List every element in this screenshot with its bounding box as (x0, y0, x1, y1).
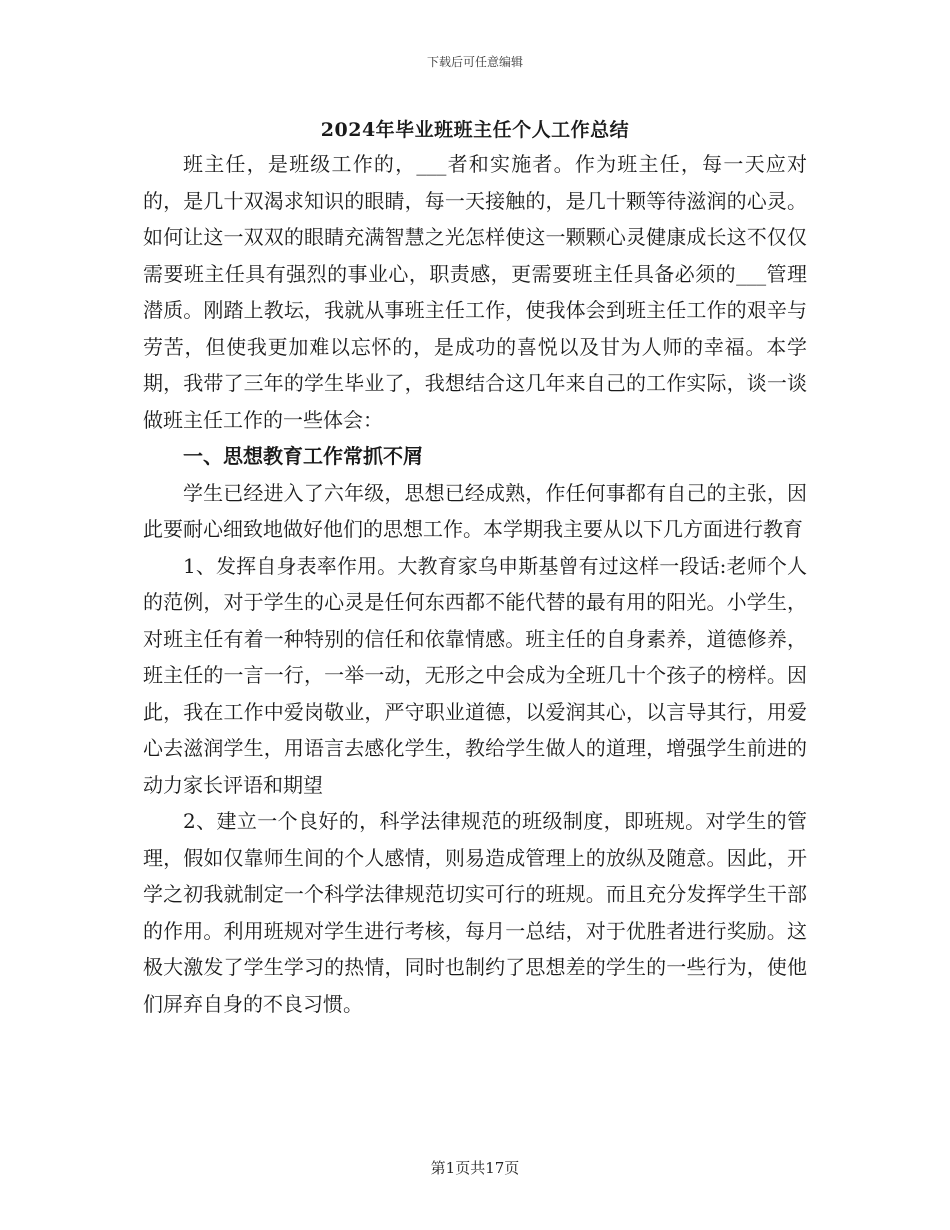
page-number-footer: 第1页共17页 (430, 1159, 520, 1177)
section-intro-paragraph: 学生已经进入了六年级，思想已经成熟，作任何事都有自己的主张，因此要耐心细致地做好他们的思想工作。本学期我主要从以下几方面进行教育 (143, 480, 807, 541)
intro-paragraph: 班主任，是班级工作的，___者和实施者。作为班主任，每一天应对的，是几十双渴求知识的眼睛，每一天接触的，是几十颗等待滋润的心灵。如何让这一双双的眼睛充满智慧之光怎样使这一颗颗心灵健康成长这不仅仅需要班主任具有强烈的事业心，职责感，更需要班主任具备必须的___管理潜质。刚踏上教坛，我就从事班主任工作，使我体会到班主任工作的艰辛与劳苦，但使我更加难以忘怀的，是成功的喜悦以及甘为人师的幸福。本学期，我带了三年的学生毕业了，我想结合这几年来自己的工作实际，谈一谈做班主任工作的一些体会： (143, 152, 807, 432)
header-note: 下载后可任意编辑 (426, 55, 523, 69)
section-heading: 一、思想教育工作常抓不屑 (183, 444, 423, 468)
document-body (143, 146, 807, 1022)
point-2-paragraph: 2、建立一个良好的，科学法律规范的班级制度，即班规。对学生的管理，假如仅靠师生间的个人感情，则易造成管理上的放纵及随意。因此，开学之初我就制定一个科学法律规范切实可行的班规。而且充分发挥学生干部的作用。利用班规对学生进行考核，每月一总结，对于优胜者进行奖励。这极大激发了学生学习的热情，同时也制约了思想差的学生的一些行为，使他们屏弃自身的不良习惯。 (143, 809, 807, 1016)
point-1-paragraph: 1、发挥自身表率作用。大教育家乌申斯基曾有过这样一段话:老师个人的范例，对于学生的心灵是任何东西都不能代替的最有用的阳光。小学生，对班主任有着一种特别的信任和依靠情感。班主任的自身素养，道德修养，班主任的一言一行，一举一动，无形之中会成为全班几十个孩子的榜样。因此，我在工作中爱岗敬业，严守职业道德，以爱润其心，以言导其行，用爱心去滋润学生，用语言去感化学生，教给学生做人的道理，增强学生前进的动力家长评语和期望 (143, 553, 807, 797)
document-title: 2024年毕业班班主任个人工作总结 (320, 119, 630, 141)
